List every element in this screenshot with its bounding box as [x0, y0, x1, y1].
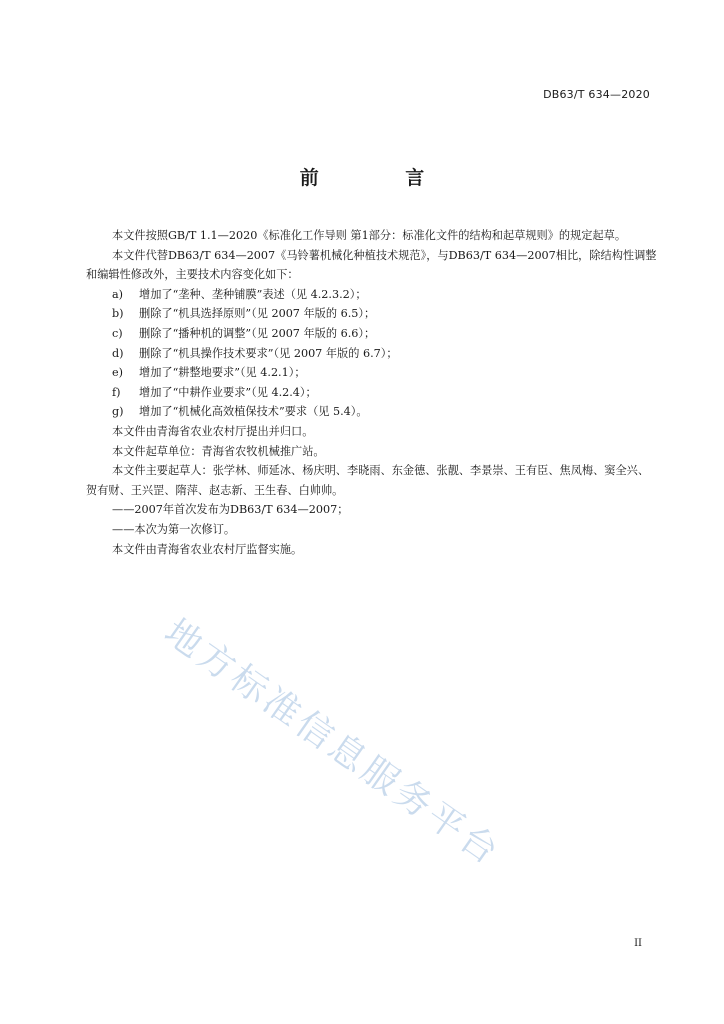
list-item-text: 删除了“机具操作技术要求”（见 2007 年版的 6.7）；	[139, 346, 398, 360]
watermark: 地方标准信息服务平台	[156, 611, 509, 875]
document-code: DB63/T 634—2020	[543, 88, 650, 101]
list-item	[86, 324, 660, 344]
list-item	[86, 285, 660, 305]
list-item-label: a)	[112, 287, 124, 301]
paragraph-first-release: ——2007年首次发布为DB63/T 634—2007；	[112, 503, 349, 517]
paragraph-replacement: 本文件代替DB63/T 634—2007《马铃薯机械化种植技术规范》，与DB63/T 634—2007相比，除结构性调整和编辑性修改外，主要技术内容变化如下：	[86, 248, 657, 282]
list-item-text: 增加了“机械化高效植保技术”要求（见 5.4）。	[139, 405, 368, 419]
list-item	[86, 402, 660, 422]
list-item-text: 增加了“垄种、垄种铺膜”表述（见 4.2.3.2）；	[139, 287, 367, 301]
list-item-label: e)	[112, 366, 123, 380]
list-item	[86, 363, 660, 383]
paragraph-drafting-rules: 本文件按照GB/T 1.1—2020《标准化工作导则 第1部分：标准化文件的结构和起草规则》的规定起草。	[112, 229, 627, 242]
list-item-text: 删除了“播种机的调整”（见 2007 年版的 6.6）；	[139, 326, 376, 340]
page-number: II	[634, 938, 642, 949]
list-item-text: 增加了“中耕作业要求”（见 4.2.4）；	[139, 385, 317, 399]
paragraph-drafting-unit: 本文件起草单位：青海省农牧机械推广站。	[112, 444, 325, 458]
paragraph-supervision: 本文件由青海省农业农村厅监督实施。	[112, 542, 303, 556]
list-item-text: 增加了“耕整地要求”（见 4.2.1）；	[139, 366, 306, 380]
list-item-label: b)	[112, 307, 124, 321]
foreword-body	[86, 226, 660, 559]
list-item-label: d)	[112, 346, 124, 360]
list-item	[86, 383, 660, 403]
list-item-label: g)	[112, 405, 124, 419]
page-title: 前 言	[299, 167, 465, 189]
list-item-label: f)	[112, 385, 121, 399]
list-item-label: c)	[112, 326, 123, 340]
list-item	[86, 304, 660, 324]
paragraph-proposer: 本文件由青海省农业农村厅提出并归口。	[112, 424, 314, 438]
list-item	[86, 344, 660, 364]
paragraph-revision: ——本次为第一次修订。	[112, 522, 236, 536]
list-item-text: 删除了“机具选择原则”（见 2007 年版的 6.5）；	[139, 307, 376, 321]
paragraph-drafters: 本文件主要起草人：张学林、师延冰、杨庆明、李晓雨、东金德、张靓、李景崇、王有臣、焦凤梅、窦全兴、贺有财、王兴罡、隋萍、赵志新、王生春、白帅帅。	[86, 464, 650, 497]
